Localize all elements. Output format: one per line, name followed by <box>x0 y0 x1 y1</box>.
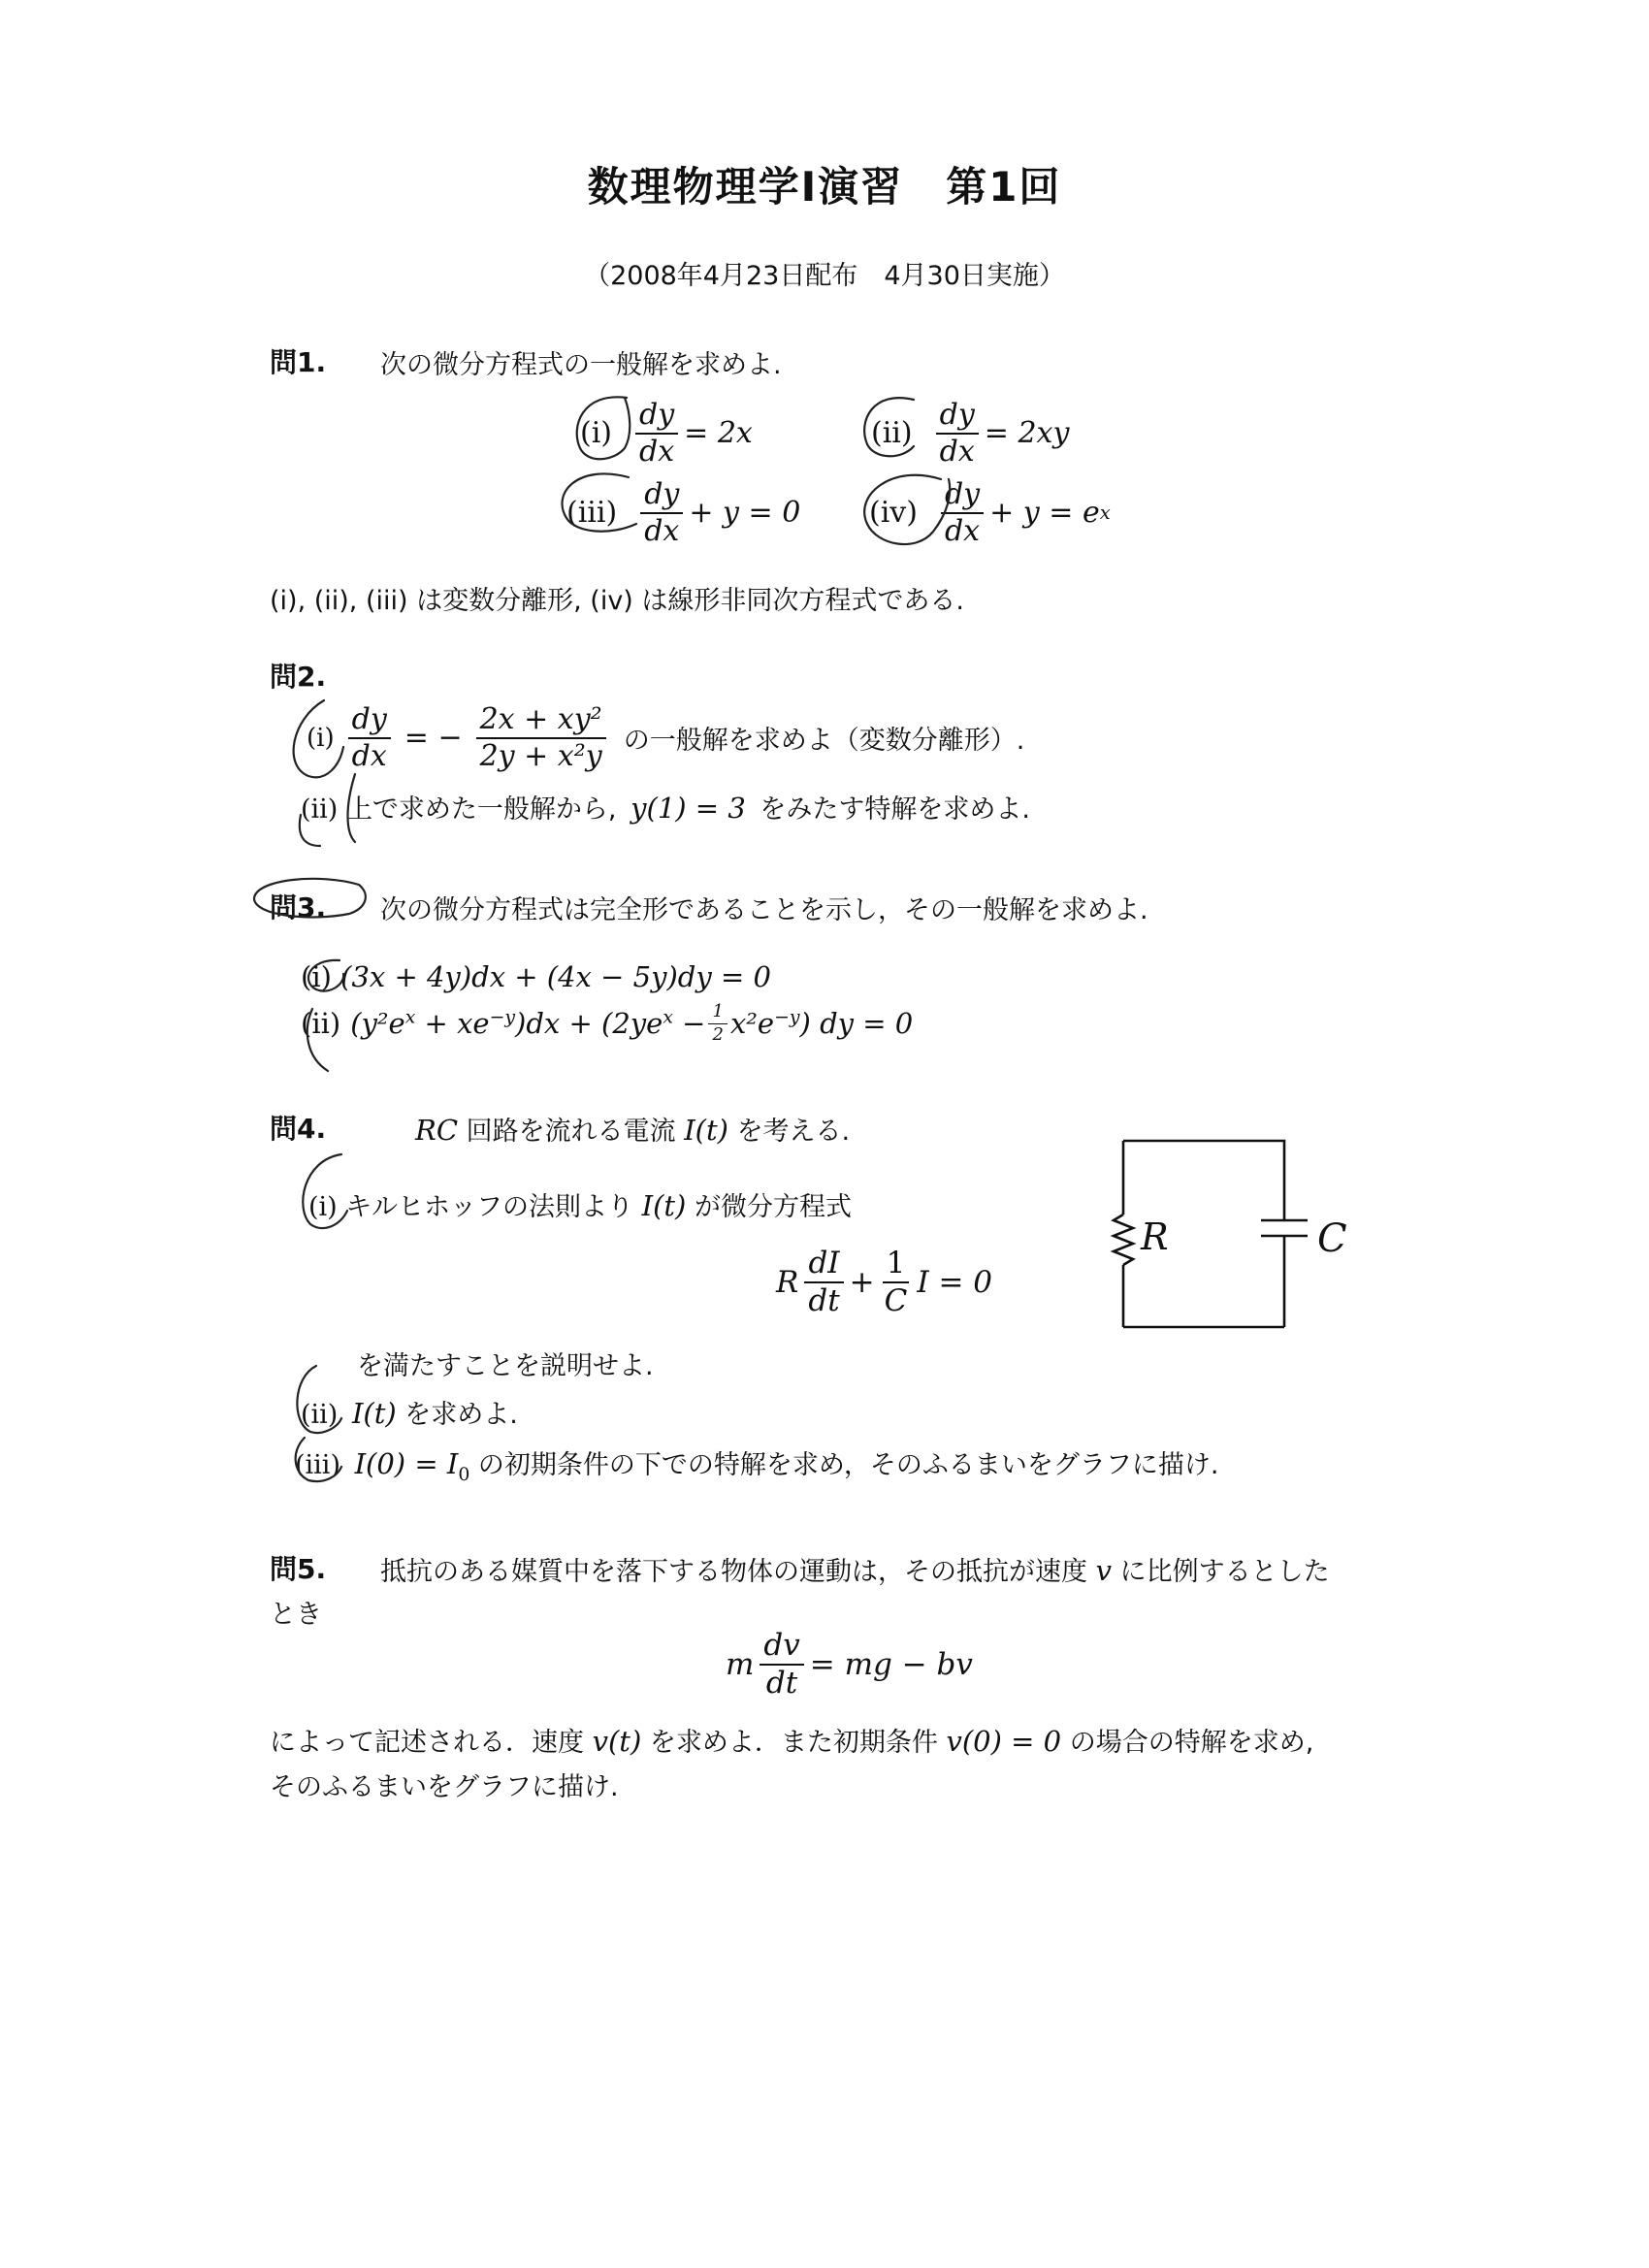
q4-explain: を満たすことを説明せよ. <box>357 1351 654 1381</box>
pen-circle-q4-i <box>303 1154 347 1228</box>
pen-circle-q4-iii <box>296 1438 341 1481</box>
resistor-label: R <box>1141 1215 1169 1258</box>
q1-item-iii-fraction: $\frac{dy}{dx}$ <box>640 479 683 546</box>
pen-circle-q1-iii <box>563 473 636 531</box>
q1-item-i-fraction: $\frac{dy}{dx}$ <box>635 400 678 467</box>
q5-equation: m $\frac{dv}{dt}$ = mg − bv <box>726 1628 973 1701</box>
q1-label: 問1. <box>270 346 327 378</box>
q4-item-iii-label: (iii) <box>295 1450 340 1480</box>
q4-item-i: (i) キルヒホッフの法則より I(t) が微分方程式 <box>308 1189 852 1222</box>
q5-equation-derivative: $\frac{dv}{dt}$ <box>760 1630 803 1699</box>
q4-equation-inverse-c: $\frac{1}{C}$ <box>884 1246 908 1318</box>
q4-equation: R $\frac{dI}{dt}$ + $\frac{1}{C}$ I = 0 <box>776 1246 993 1318</box>
pen-circle-q1-iv <box>864 475 950 544</box>
q1-note: (i), (ii), (iii) は変数分離形, (iv) は線形非同次方程式である. <box>270 586 965 616</box>
pen-circle-q1-i <box>577 397 630 459</box>
pen-circle-q2-i <box>294 700 343 777</box>
q5-line1: 抵抗のある媒質中を落下する物体の運動は，その抵抗が速度 v に比例するとした <box>380 1554 1330 1587</box>
capacitor-label: C <box>1317 1216 1347 1261</box>
q4-item-ii: (ii) I(t) を求めよ. <box>301 1397 518 1430</box>
q1-item-iii-label: (iii) <box>566 496 618 530</box>
q4-prompt: RC 回路を流れる電流 I(t) を考える. <box>415 1114 851 1147</box>
q2-item-i-equals: = − <box>404 721 463 755</box>
q1-item-iv-label: (iv) <box>869 496 918 530</box>
q2-item-ii-text-b: をみたす特解を求めよ. <box>760 794 1030 825</box>
q2-item-ii-text-a: 上で求めた一般解から, <box>345 794 617 825</box>
q5-line2: とき <box>270 1600 322 1630</box>
q3-item-i-equation: (3x + 4y)dx + (4x − 5y)dy = 0 <box>340 960 771 993</box>
pen-bracket-q3-ii <box>307 1009 328 1071</box>
q1-item-iii-rhs: + y = 0 <box>689 496 801 530</box>
q1-item-iv-exponent: x <box>1099 502 1111 524</box>
q1-prompt: 次の微分方程式の一般解を求めよ. <box>380 350 782 380</box>
q3-item-ii-half: $\frac{1}{2}$ <box>708 1003 727 1045</box>
q1-item-ii-fraction: $\frac{dy}{dx}$ <box>936 400 979 467</box>
q1-item-i-rhs: = 2x <box>684 416 753 450</box>
pen-circle-q4-ii <box>297 1366 341 1433</box>
q5-line4: そのふるまいをグラフに描け. <box>270 1772 619 1802</box>
q1-item-ii-rhs: = 2xy <box>984 416 1070 450</box>
pen-circle-q1-ii <box>864 398 914 456</box>
q1-item-iv-fraction: $\frac{dy}{dx}$ <box>941 479 984 546</box>
q3-item-ii-equation: $(y^2e^x + xe^{-y})dx + (2ye^x$ − <box>350 1007 706 1041</box>
q4-item-iii: (iii) $I(0) = I_0$ の初期条件の下での特解を求め，そのふるまいをグラフに描け. <box>295 1447 1219 1485</box>
q2-item-i-label: (i) <box>307 723 335 753</box>
q3-item-ii-label: (ii) <box>301 1007 341 1041</box>
q1-item-i-label: (i) <box>580 416 613 450</box>
q2-item-i-text: の一般解を求めよ（変数分離形）. <box>623 726 1025 756</box>
q2-item-i-lhs-fraction: $\frac{dy}{dx}$ <box>348 704 391 771</box>
pen-circle-q3-i <box>308 960 343 991</box>
q1-item-iv-rhs: + y = e <box>989 496 1100 530</box>
q4-item-ii-label: (ii) <box>301 1400 339 1430</box>
pen-bracket-q2-ii <box>300 774 355 846</box>
q2-label: 問2. <box>270 661 327 693</box>
q2-item-i-rhs-fraction: $\frac{\text{2x + xy²}}{\text{2y + x²y}}$ <box>476 704 606 771</box>
q3-label: 問3. <box>270 891 327 923</box>
q5-label: 問5. <box>270 1553 327 1585</box>
q4-item-i-label: (i) <box>308 1192 338 1222</box>
q5-line3: によって記述される．速度 v(t) を求めよ．また初期条件 v(0) = 0 の場合の特解を求め, <box>270 1725 1314 1758</box>
q3-prompt: 次の微分方程式は完全形であることを示し，その一般解を求めよ. <box>380 895 1148 925</box>
q1-item-ii-label: (ii) <box>871 416 913 450</box>
q2-item-ii-math: y(1) = 3 <box>630 792 746 825</box>
page-title: 数理物理学Ⅰ演習 第1回 <box>587 163 1062 211</box>
page-subtitle: （2008年4月23日配布 4月30日実施） <box>584 261 1065 291</box>
q4-equation-derivative: $\frac{dI}{dt}$ <box>804 1247 843 1316</box>
q4-label: 問4. <box>270 1113 327 1145</box>
pen-circle-q3-label <box>254 879 366 918</box>
q3-item-ii-equation-rest: $x^2e^{-y}$) dy = 0 <box>729 1007 914 1041</box>
q3-item-i-label: (i) <box>301 960 332 993</box>
q2-item-ii-label: (ii) <box>301 794 339 825</box>
